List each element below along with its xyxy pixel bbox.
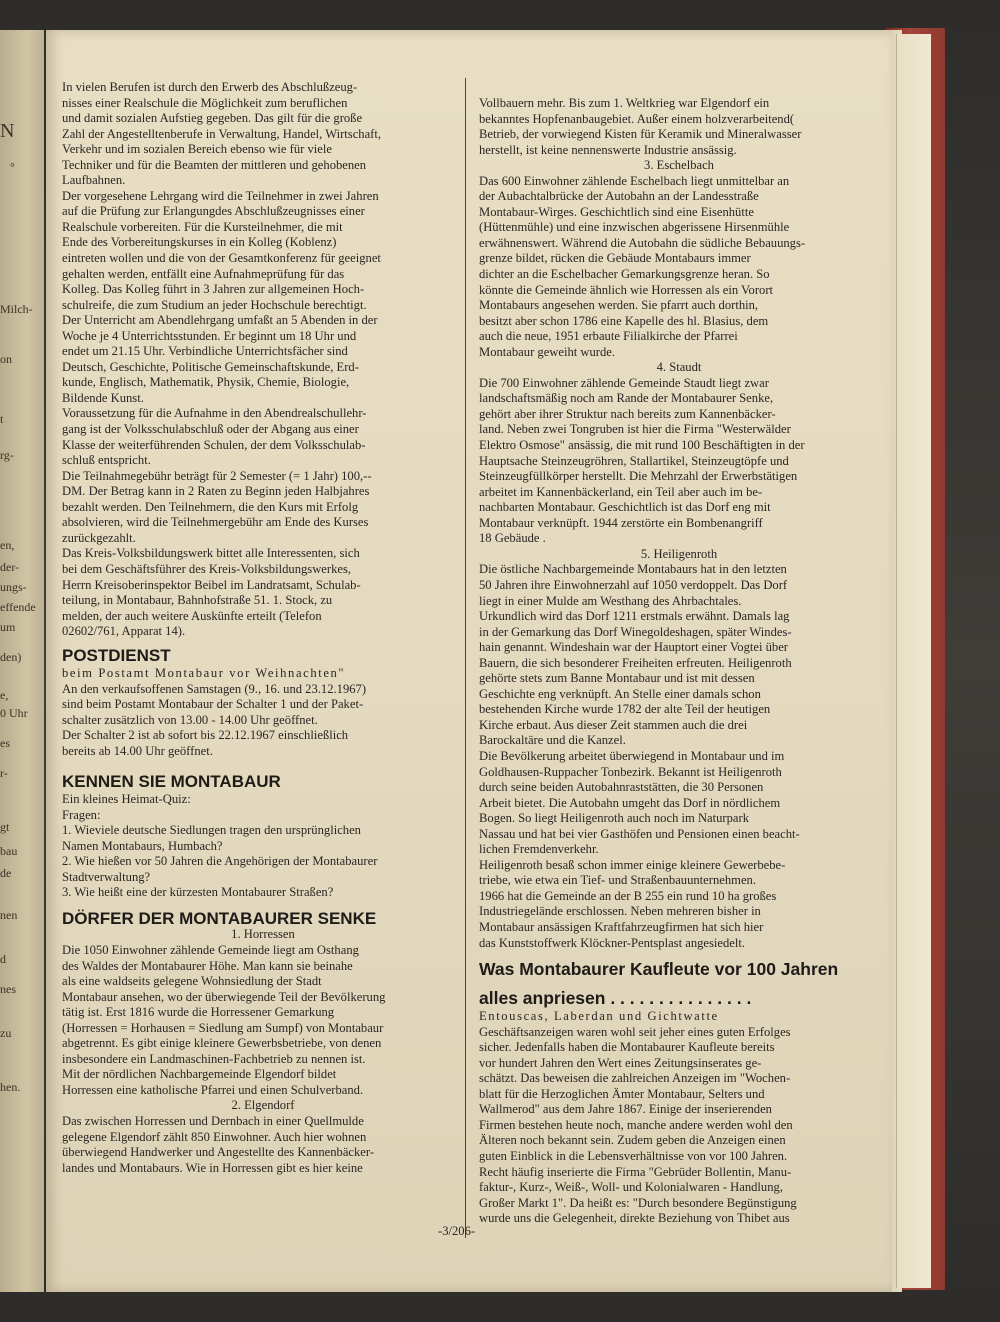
text-line: Barockaltäre und die Kanzel. [479, 733, 626, 748]
subsection-title: 5. Heiligenroth [640, 546, 718, 561]
text-line: Klasse der weiterführenden Schulen, der dem Volksschulab- [62, 437, 366, 452]
text-line: Älteren noch bekannt sein. Zudem geben die Anzeigen einen [479, 1133, 786, 1148]
text-line: melden, der auch weitere Auskünfte erteilt (Telefon [62, 608, 322, 623]
text-line: gehörte stets zum Banne Montabaur und ist mit dessen [479, 671, 755, 686]
text-line: Kirche erbaut. Aus dieser Zeit stammen auch die drei [479, 717, 748, 732]
text-line: Hauptsache Steinzeugröhren, Stallartikel, Steinzeugtöpfe und [479, 453, 789, 468]
left-page-text-fragment: um [0, 620, 16, 634]
text-line: wurde uns die Gelegenheit, direkte Beziehung von Thibet aus [479, 1211, 790, 1226]
text-line: gelegene Elgendorf zählt 850 Einwohner. Auch hier wohnen [62, 1129, 367, 1144]
left-page-text-fragment: ° [10, 160, 15, 174]
text-line: An den verkaufsoffenen Samstagen (9., 16. und 23.12.1967) [62, 681, 367, 696]
text-line: blatt für die Herzoglichen Ämter Montabaur, Selters und [479, 1086, 765, 1101]
text-line: tätig ist. Erst 1816 wurde die Horressener Gemarkung [62, 1005, 335, 1020]
left-page-text-fragment: ungs- [0, 580, 27, 594]
text-line: als eine waldseits gelegene Wohnsiedlung der Stadt [62, 974, 322, 989]
text-line: sind beim Postamt Montabaur der Schalter 1 und der Paket- [62, 697, 364, 712]
left-page-text-fragment: e, [0, 688, 9, 702]
document-page [46, 30, 892, 1292]
text-line: endet um 21.15 Uhr. Verbindliche Unterrichtsfächer sind [62, 344, 348, 359]
text-line: Goldhausen-Ruppacher Tonbezirk. Bekannt ist Heiligenroth [479, 764, 782, 779]
text-line: Großer Markt 1". Da heißt es: "Durch besondere Begünstigung [479, 1195, 797, 1210]
text-line: gehört aber ihrer Struktur nach bereits zum Kannenbäcker- [479, 406, 776, 421]
text-line: teilung, in Montabaur, Bahnhofstraße 51. 1. Stock, zu [62, 593, 333, 608]
text-line: bezahlt werden. Den Teilnehmern, die den Kurs mit Erfolg [62, 499, 359, 514]
text-line: Die Bevölkerung arbeitet überwiegend in Montabaur und im [479, 748, 785, 763]
text-line: Entouscas, Laberdan und Gichtwatte [479, 1009, 719, 1024]
text-line: bei dem Geschäftsführer des Kreis-Volksbildungswerkes, [62, 561, 352, 576]
text-line: Die 700 Einwohner zählende Gemeinde Staudt liegt zwar [479, 375, 769, 390]
text-line: Elektro Osmose" ansässig, die mit rund 100 Beschäftigten in der [479, 438, 805, 453]
section-heading: alles anpriesen . . . . . . . . . . . . . . . [479, 988, 752, 1009]
text-line: guten Einblick in die Lebensverhältnisse von vor 100 Jahren. [479, 1149, 788, 1163]
text-line: 1966 hat die Gemeinde an der B 255 ein rund 10 ha großes [479, 888, 777, 903]
text-line: Ein kleines Heimat-Quiz: [62, 792, 191, 807]
text-line: faktur-, Kurz-, Weiß-, Woll- und Kolonialwaren - Handlung, [479, 1180, 783, 1195]
text-line: bekanntes Hopfenanbaugebiet. Außer einem holzverarbeitend( [479, 111, 795, 126]
left-page-text-fragment: gt [0, 820, 10, 834]
section-heading: POSTDIENST [62, 645, 171, 665]
text-line: landschaftsmäßig noch am Rande der Montabaurer Senke, [479, 391, 774, 406]
text-line: Woche je 4 Unterrichtsstunden. Er beginnt um 18 Uhr und [62, 328, 357, 343]
text-line: Vollbauern mehr. Bis zum 1. Weltkrieg war Elgendorf ein [479, 96, 770, 110]
text-line: Industriegelände erschlossen. Neben mehreren bisher in [479, 904, 761, 919]
text-line: gehalten werden, entfällt eine Aufnahmeprüfung für das [62, 266, 345, 281]
text-line: Kolleg. Das Kolleg führt in 3 Jahren zur allgemeinen Hoch- [62, 282, 365, 297]
section-heading: KENNEN SIE MONTABAUR [62, 771, 281, 791]
text-line: zurückgezahlt. [62, 530, 136, 545]
text-line: durch seine beiden Autobahnraststätten, die 30 Personen [479, 780, 764, 795]
text-line: land. Neben zwei Tongruben ist hier die Firma "Westerwälder [479, 422, 791, 437]
text-line: Realschule vorbereiten. Für die Kursteilnehmer, die mit [62, 219, 343, 234]
text-line: (Horressen = Horhausen = Siedlung am Sumpf) von Montabaur [62, 1020, 384, 1035]
text-line: Montabaur-Wirges. Geschichtlich sind eine Eisenhütte [479, 204, 754, 219]
text-line: Das 600 Einwohner zählende Eschelbach liegt unmittelbar an [479, 173, 790, 188]
text-line: Montabaur geweiht wurde. [479, 344, 616, 359]
left-page-text-fragment: bau [0, 844, 18, 858]
text-line: grenze bildet, rücken die Gebäude Montabaurs immer [479, 251, 751, 266]
text-line: Geschichte eng verknüpft. An Stelle einer damals schon [479, 686, 761, 701]
text-line: triebe, wie etwa ein Tief- und Straßenbauunternehmen. [479, 873, 756, 888]
text-line: hain genannt. Windeshain war der Hauptort einer Vogtei über [479, 640, 789, 655]
text-line: sicher. Jedenfalls haben die Montabaurer Kaufleute bereits [479, 1040, 775, 1055]
text-line: arbeitet im Kannenbäckerland, ein Teil aber auch im be- [479, 484, 763, 499]
text-line: Das Kreis-Volksbildungswerk bittet alle Interessenten, sich [62, 546, 360, 561]
text-line: überwiegend Handwerker und Angestellte des Kannenbäcker- [62, 1145, 375, 1160]
text-line: Bogen. So liegt Heiligenroth auch noch im Naturpark [479, 811, 750, 826]
column-divider [465, 78, 466, 1238]
text-line: Das zwischen Horressen und Dernbach in einer Quellmulde [62, 1114, 364, 1128]
text-line: kunde, Englisch, Mathematik, Physik, Chemie, Biologie, [62, 375, 350, 390]
text-line: abgetrennt. Es gibt einige kleinere Gewerbsbetriebe, von denen [62, 1036, 382, 1051]
text-line: beim Postamt Montabaur vor Weihnachten" [62, 666, 346, 681]
left-page-text-fragment: rg- [0, 448, 14, 462]
left-page-text-fragment: der- [0, 560, 20, 574]
right-column [479, 96, 879, 1227]
section-heading: Was Montabaurer Kaufleute vor 100 Jahren [479, 959, 839, 980]
text-line: Zahl der Angestelltenberufe in Verwaltung, Handel, Wirtschaft, [62, 126, 382, 141]
text-line: Mit der nördlichen Nachbargemeinde Elgendorf bildet [62, 1067, 337, 1082]
text-line: 50 Jahren ihre Einwohnerzahl auf 1050 verdoppelt. Das Dorf [479, 577, 788, 592]
left-page-text-fragment: t [0, 412, 4, 426]
left-page-text-fragment: on [0, 352, 12, 366]
left-page-text-fragment: den) [0, 650, 22, 664]
text-line: auf die Prüfung zur Erlangungdes Abschlußzeugnisses einer [62, 204, 365, 219]
left-page-edge [0, 30, 44, 1292]
text-line: Namen Montabaurs, Humbach? [62, 838, 223, 853]
left-page-text-fragment: d [0, 952, 6, 966]
text-line: bestehenden Kirche wurde 1782 der alte Teil der heutigen [479, 702, 771, 717]
text-line: in der Gemarkung das Dorf Winegoldeshagen, später Windes- [479, 624, 792, 639]
text-line: Nassau und hat bei vier Gasthöfen und Pensionen einen beacht- [479, 826, 800, 841]
text-line: Die Teilnahmegebühr beträgt für 2 Semester (= 1 Jahr) 100,-- [62, 468, 372, 483]
left-page-text-fragment: hen. [0, 1080, 21, 1094]
text-line: Stadtverwaltung? [62, 869, 151, 884]
text-line: 18 Gebäude . [479, 531, 546, 546]
text-line: Ende des Vorbereitungskurses in ein Kolleg (Koblenz) [62, 235, 337, 250]
left-page-text-fragment: N [0, 120, 15, 142]
text-line: Bildende Kunst. [62, 390, 144, 405]
text-line: eintreten wollen und die von der Gesamtkonferenz für geeignet [62, 251, 381, 266]
text-line: Arbeit bietet. Die Autobahn umgeht das Dorf in nördlichem [479, 795, 781, 810]
text-line: schätzt. Das beweisen die zahlreichen Anzeigen im "Wochen- [479, 1071, 791, 1086]
text-line: Heiligenroth besaß schon immer einige kleinere Gewerbebe- [479, 857, 786, 872]
text-line: erwähnenswert. Während die Autobahn die südliche Bebauungs- [479, 235, 806, 250]
text-line: Betrieb, der vorwiegend Kisten für Keramik und Mineralwasser [479, 127, 802, 142]
text-line: Montabaurs angesehen werden. Sie pfarrt auch dorthin, [479, 298, 759, 313]
subsection-title: 2. Elgendorf [231, 1098, 295, 1113]
text-line: das Kunststoffwerk Klöckner-Pentsplast angesiedelt. [479, 935, 746, 950]
subsection-title: 3. Eschelbach [644, 158, 714, 173]
left-column [62, 80, 464, 1176]
subsection-title: 1. Horressen [231, 927, 295, 942]
left-page-text-fragment: nen [0, 908, 18, 922]
left-page-text-fragment: es [0, 736, 10, 750]
text-line: besitzt aber schon 1786 eine Kapelle des hl. Blasius, dem [479, 313, 769, 328]
text-line: Die östliche Nachbargemeinde Montabaurs hat in den letzten [479, 562, 787, 577]
text-line: auch die neue, 1951 erbaute Filialkirche der Pfarrei [479, 329, 738, 344]
text-line: Laufbahnen. [62, 173, 126, 188]
text-line: Steinzeugfüllkörper herstellt. Die Mehrzahl der Erwerbstätigen [479, 469, 798, 484]
text-line: Montabaur verknüpft. 1944 zerstörte ein Bombenangriff [479, 515, 763, 530]
text-line: Geschäftsanzeigen waren wohl seit jeher eines guten Erfolges [479, 1024, 791, 1039]
text-line: dichter an die Eschelbacher Gemarkungsgrenze heran. So [479, 267, 770, 282]
page-number: -3/206- [438, 1224, 476, 1238]
text-line: Der Unterricht am Abendlehrgang umfaßt an 5 Abenden in der [62, 313, 378, 328]
text-line: liegt in einer Mulde am Westhang des Ahrbachtales. [479, 593, 742, 608]
left-page-text-fragment: r- [0, 766, 8, 780]
text-line: Der Schalter 2 ist ab sofort bis 22.12.1967 einschließlich [62, 728, 349, 743]
text-line: 2. Wie hießen vor 50 Jahren die Angehörigen der Montabaurer [62, 854, 378, 869]
text-line: Der vorgesehene Lehrgang wird die Teilnehmer in zwei Jahren [62, 188, 379, 203]
text-line: Urkundlich wird das Dorf 1211 erstmals erwähnt. Damals lag [479, 609, 790, 624]
text-line: absolvieren, wird die Teilnehmergebühr am Ende des Kurses [62, 515, 369, 530]
text-line: Techniker und für die Beamten der mittleren und gehobenen [62, 157, 367, 172]
text-line: insbesondere ein Landmaschinen-Fachbetrieb zu nennen ist. [62, 1051, 366, 1066]
text-line: und damit sozialen Aufstieg gegeben. Das gilt für die große [62, 111, 363, 126]
text-line: vor hundert Jahren den Wert eines Zeitungsinserates ge- [479, 1055, 762, 1070]
left-page-text-fragment: en, [0, 538, 15, 552]
text-line: Wallmerod" aus dem Jahre 1867. Einige der inserierenden [479, 1102, 772, 1117]
text-line: bereits ab 14.00 Uhr geöffnet. [62, 743, 213, 758]
text-line: des Waldes der Montabaurer Höhe. Man kann sie beinahe [62, 958, 353, 973]
text-line: gang ist der Volksschulabschluß oder der Abgang aus einer [62, 422, 359, 437]
text-line: könnte die Gemeinde ähnlich wie Horressen als ein Vorort [479, 282, 774, 297]
text-line: (Hüttenmühle) und eine inzwischen abgerissene Hirsenmühle [479, 220, 790, 235]
text-line: 1. Wieviele deutsche Siedlungen tragen den ursprünglichen [62, 823, 361, 838]
text-line: Herrn Kreisoberinspektor Beibel im Landratsamt, Schulab- [62, 577, 361, 592]
text-line: landes und Montabaurs. Wie in Horressen gibt es hier keine [62, 1160, 363, 1175]
text-line: Bauern, die sich besonderer Freiheiten erfreuten. Heiligenroth [479, 655, 792, 670]
text-line: In vielen Berufen ist durch den Erwerb des Abschlußzeug- [62, 80, 358, 94]
text-line: herstellt, ist keine nennenswerte Industrie ansässig. [479, 142, 737, 157]
text-line: Die 1050 Einwohner zählende Gemeinde liegt am Osthang [62, 942, 359, 957]
text-line: Montabaur ansässigen Kraftfahrzeugfirmen hat sich hier [479, 919, 764, 934]
left-page-text-fragment: effende [0, 600, 36, 614]
text-line: Recht häufig inserierte die Firma "Gebrüder Bollentin, Manu- [479, 1164, 792, 1179]
text-line: DM. Der Betrag kann in 2 Raten zu Beginn jeden Halbjahres [62, 484, 370, 499]
text-line: schulreife, die zum Studium an jeder Hochschule berechtigt. [62, 297, 367, 312]
text-line: lichen Fremdenverkehr. [479, 842, 599, 857]
text-line: 3. Wie heißt eine der kürzesten Montabaurer Straßen? [62, 885, 334, 900]
text-line: Firmen bestehen heute noch, manche andere werden wohl den [479, 1117, 793, 1132]
text-line: der Aubachtalbrücke der Autobahn an der Landesstraße [479, 189, 759, 204]
text-line: Verkehr und im sozialen Bereich ebenso wie für viele [62, 142, 332, 157]
text-line: schalter zusätzlich von 13.00 - 14.00 Uhr geöffnet. [62, 712, 318, 727]
inner-sheet-edge [896, 34, 931, 1288]
text-line: Voraussetzung für die Aufnahme in den Abendrealschullehr- [62, 406, 367, 421]
subsection-title: 4. Staudt [656, 360, 702, 375]
text-line: Montabaur ansehen, wo der überwiegende Teil der Bevölkerung [62, 989, 386, 1004]
text-line: Deutsch, Geschichte, Politische Gemeinschaftskunde, Erd- [62, 359, 359, 374]
left-page-text-fragment: zu [0, 1026, 12, 1040]
text-line: nisses einer Realschule die Möglichkeit zum beruflichen [62, 95, 348, 110]
left-page-text-fragment: nes [0, 982, 16, 996]
text-line: Fragen: [62, 807, 101, 822]
section-heading: DÖRFER DER MONTABAURER SENKE [62, 908, 377, 928]
text-line: Horressen eine katholische Pfarrei und einen Schulverband. [62, 1082, 364, 1097]
left-page-text-fragment: 0 Uhr [0, 706, 28, 720]
left-page-text-fragment: de [0, 866, 12, 880]
text-line: nachbarten Montabaur. Geschichtlich ist das Dorf eng mit [479, 500, 771, 515]
left-page-text-fragment: Milch- [0, 302, 33, 316]
text-line: 02602/761, Apparat 14). [62, 624, 186, 639]
text-line: schluß entspricht. [62, 453, 151, 468]
